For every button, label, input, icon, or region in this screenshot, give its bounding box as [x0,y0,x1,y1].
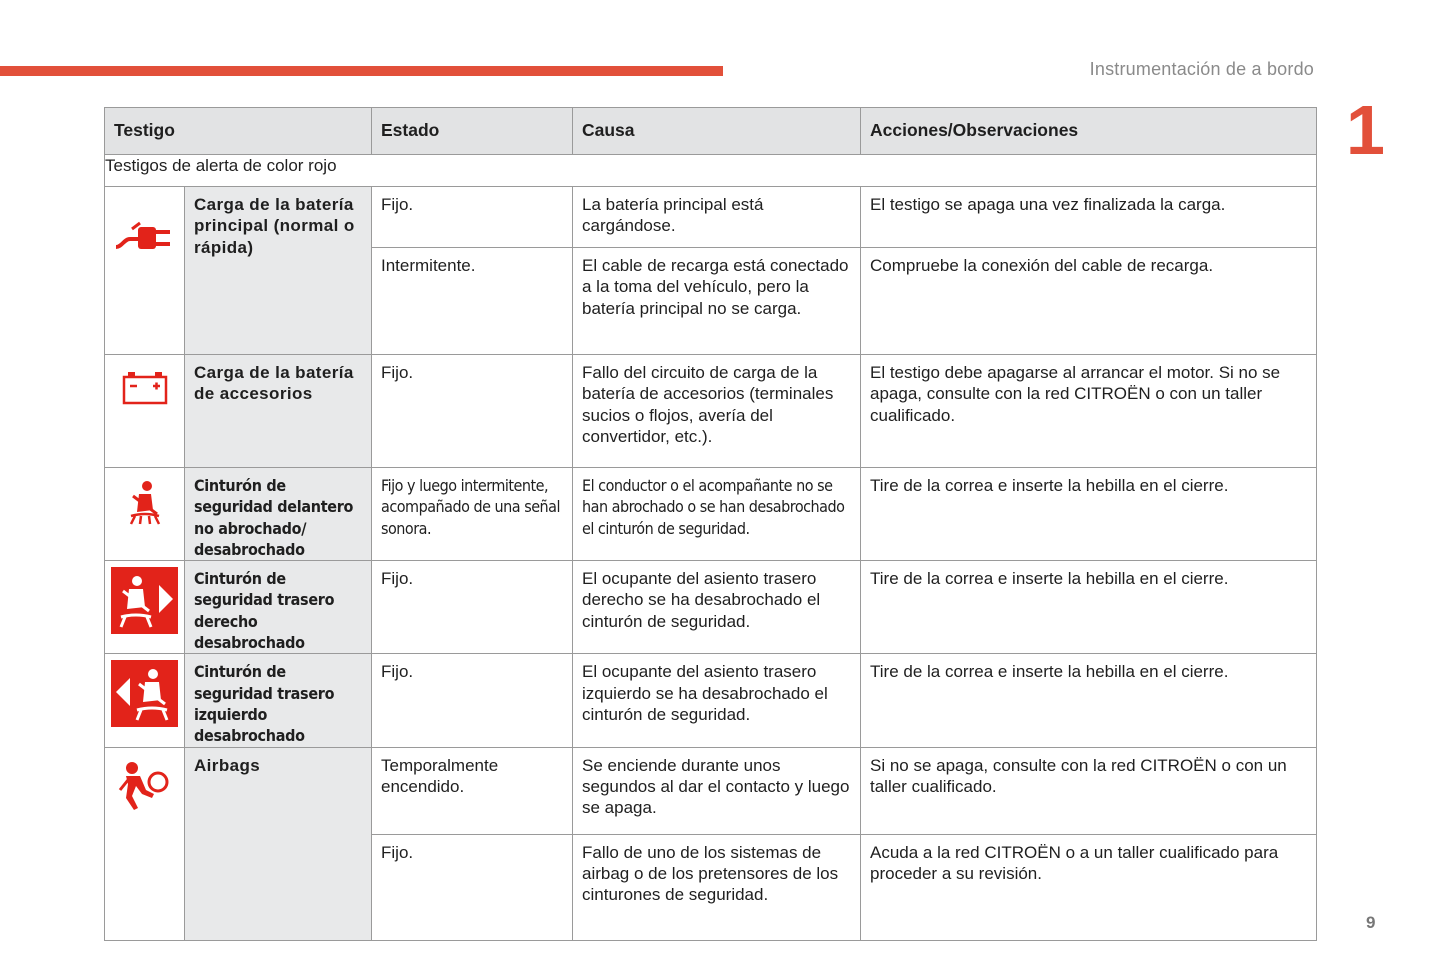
causa-cell: El ocupante del asiento trasero derecho se ha desabrochado el cinturón de seguridad. [582,569,821,631]
icon-cell [105,468,185,561]
icon-cell [105,654,185,747]
estado-cell: Fijo y luego intermitente, acompañado de una señal sonora. [381,476,560,538]
table-header-row [105,108,1317,155]
row-name: Carga de la batería de accesorios [194,363,354,404]
acciones-cell: Si no se apaga, consulte con la red CITROËN o con un taller cualificado. [870,755,1287,796]
icon-cell [105,355,185,468]
row-name-cell [185,561,372,654]
table-row [105,747,1317,834]
estado-cell: Fijo. [381,662,414,682]
estado-cell: Temporalmente encendido. [381,755,499,796]
causa-cell: El conductor o el acompañante no se han abrochado o se han desabrochado el cinturón de seguridad. [582,476,845,538]
battery-icon [122,371,168,405]
causa-cell: La batería principal está cargándose. [582,195,764,236]
acciones-cell: Tire de la correa e inserte la hebilla en el cierre. [870,476,1229,495]
row-name-cell [185,355,372,468]
row-name-cell [185,747,372,940]
estado-cell: Fijo. [381,195,414,214]
row-name: Carga de la batería principal (normal o rápida) [194,195,355,257]
row-name: Cinturón de seguridad trasero derecho desabrochado [194,569,335,653]
section-title: Instrumentación de a bordo [1089,59,1314,79]
causa-cell: El ocupante del asiento trasero izquierdo se ha desabrochado el cinturón de seguridad. [582,662,828,724]
section-row [105,155,1317,187]
icon-cell [105,187,185,355]
row-name: Airbags [194,755,261,775]
chapter-number: 1 [1346,91,1385,169]
estado-cell: Intermitente. [381,256,476,275]
estado-cell: Fijo. [381,842,414,862]
charging-plug-icon [112,205,178,255]
row-name-cell [185,654,372,747]
causa-cell: Fallo del circuito de carga de la batería de accesorios (terminales sucios o flojos, avería del convertidor, etc.). [582,363,834,446]
causa-cell: El cable de recarga está conectado a la toma del vehículo, pero la batería principal no se carga. [582,256,849,318]
acciones-cell: Tire de la correa e inserte la hebilla en el cierre. [870,569,1229,589]
rear-right-seatbelt-icon [111,567,178,634]
estado-cell: Fijo. [381,569,414,589]
icon-cell [105,561,185,654]
column-header-estado: Estado [372,108,573,155]
estado-cell: Fijo. [381,363,414,382]
page-number: 9 [1366,913,1376,932]
table-row [105,468,1317,561]
acciones-cell: El testigo se apaga una vez finalizada la carga. [870,195,1226,214]
row-name-cell [185,187,372,355]
icon-cell [105,747,185,940]
column-header-testigo: Testigo [105,108,372,155]
table-row [105,561,1317,654]
row-name-cell [185,468,372,561]
table-row [105,355,1317,468]
header-accent-bar [0,66,723,76]
column-header-causa: Causa [573,108,861,155]
acciones-cell: El testigo debe apagarse al arrancar el motor. Si no se apaga, consulte con la red CITROËN o con un taller cualificado. [870,363,1281,425]
row-name: Cinturón de seguridad trasero izquierdo desabrochado [194,662,335,746]
column-header-acciones: Acciones/Observaciones [861,108,1317,155]
causa-cell: Se enciende durante unos segundos al dar el contacto y luego se apaga. [582,755,850,818]
acciones-cell: Tire de la correa e inserte la hebilla en el cierre. [870,662,1229,682]
table-row [105,187,1317,248]
acciones-cell: Compruebe la conexión del cable de recarga. [870,256,1214,275]
causa-cell: Fallo de uno de los sistemas de airbag o de los pretensores de los cinturones de seguridad. [582,842,839,905]
row-name: Cinturón de seguridad delantero no abrochado/ desabrochado [194,476,354,559]
rear-left-seatbelt-icon [111,660,178,727]
airbag-icon [118,760,172,812]
seatbelt-icon [125,480,165,526]
table-row [105,654,1317,747]
warning-lights-table [104,107,1317,941]
acciones-cell: Acuda a la red CITROËN o a un taller cualificado para proceder a su revisión. [870,842,1279,883]
section-label: Testigos de alerta de color rojo [105,155,1317,187]
